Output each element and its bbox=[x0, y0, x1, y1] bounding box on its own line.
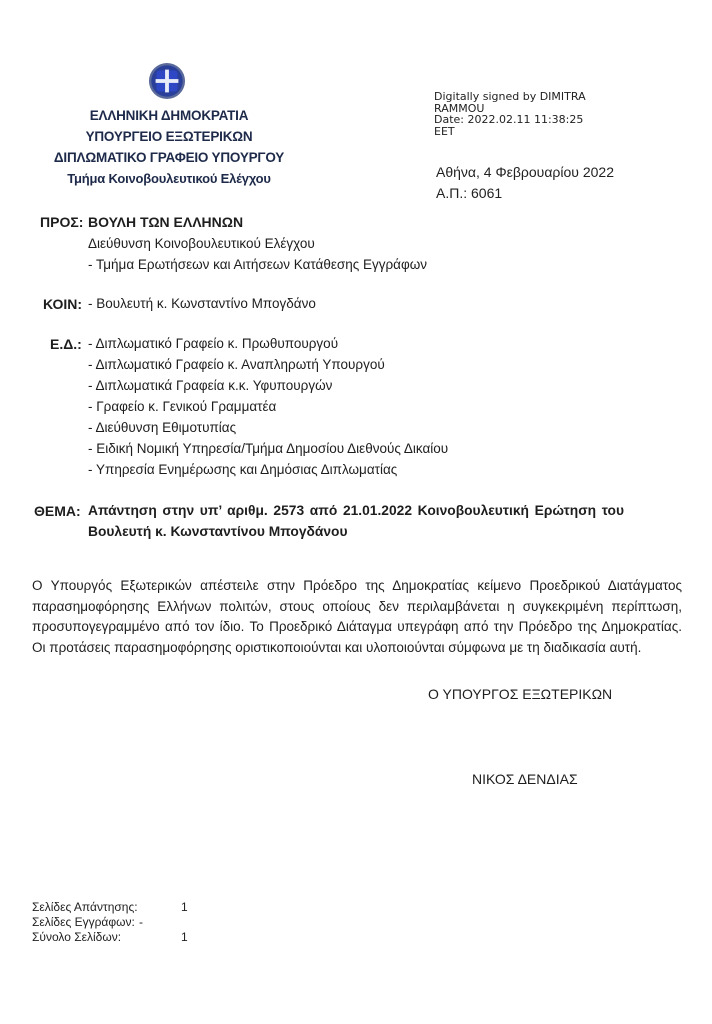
subject-label: ΘΕΜΑ: bbox=[34, 503, 81, 519]
protocol-number: Α.Π.: 6061 bbox=[436, 185, 503, 201]
to-recipient: ΒΟΥΛΗ ΤΩΝ ΕΛΛΗΝΩΝ bbox=[88, 214, 244, 230]
page-count-label: Σύνολο Σελίδων: bbox=[32, 930, 122, 944]
subject-line: Απάντηση στην υπ’ αριθμ. 2573 από 21.01.2022 Κοινοβουλευτική Ερώτηση του bbox=[88, 503, 624, 518]
internal-line: - Υπηρεσία Ενημέρωσης και Δημόσιας Διπλωματίας bbox=[88, 462, 398, 477]
internal-line: - Διπλωματικό Γραφείο κ. Αναπληρωτή Υπουργού bbox=[88, 357, 385, 372]
to-line: Διεύθυνση Κοινοβουλευτικού Ελέγχου bbox=[88, 236, 315, 251]
page-count-label: Σελίδες Εγγράφων: bbox=[32, 915, 135, 929]
letterhead-office: ΔΙΠΛΩΜΑΤΙΚΟ ΓΡΑΦΕΙΟ ΥΠΟΥΡΓΟΥ bbox=[53, 150, 285, 165]
body-line: παρασημοφόρησης Ελλήνων πολιτών, στους οποίους δεν περιλαμβάνεται η συγκεκριμένη περίπτωση, bbox=[32, 598, 682, 614]
page-count-value: - bbox=[139, 915, 143, 929]
cc-label: ΚΟΙΝ: bbox=[43, 296, 83, 312]
body-line: Οι προτάσεις παρασημοφόρησης οριστικοποιούνται και υλοποιούνται σύμφωνα με τη διαδικασία αυτή. bbox=[32, 639, 642, 655]
place-date: Αθήνα, 4 Φεβρουαρίου 2022 bbox=[436, 164, 614, 180]
signature-line: Digitally signed by DIMITRA bbox=[434, 90, 586, 103]
to-line: - Τμήμα Ερωτήσεων και Αιτήσεων Κατάθεσης Εγγράφων bbox=[88, 257, 428, 272]
subject-line: Βουλευτή κ. Κωνσταντίνου Μπογδάνου bbox=[88, 524, 348, 539]
letterhead-department: Τμήμα Κοινοβουλευτικού Ελέγχου bbox=[67, 171, 271, 186]
page-count-value: 1 bbox=[181, 930, 188, 944]
letterhead-republic: ΕΛΛΗΝΙΚΗ ΔΗΜΟΚΡΑΤΙΑ bbox=[89, 108, 249, 123]
internal-line: - Διπλωματικά Γραφεία κ.κ. Υφυπουργών bbox=[88, 378, 333, 393]
body-paragraph bbox=[32, 576, 682, 658]
internal-line: - Ειδική Νομική Υπηρεσία/Τμήμα Δημοσίου Διεθνούς Δικαίου bbox=[88, 441, 449, 456]
digital-signature-stamp bbox=[434, 91, 586, 137]
internal-line: - Γραφείο κ. Γενικού Γραμματέα bbox=[88, 399, 277, 414]
body-line: προσυπογεγραμμένο από τον ίδιο. Το Προεδρικό Διάταγμα υπεγράφη από την Πρόεδρο της Δημοκρατίας. bbox=[32, 619, 682, 634]
signature-line: EET bbox=[434, 124, 455, 138]
signatory-name: ΝΙΚΟΣ ΔΕΝΔΙΑΣ bbox=[472, 771, 578, 787]
internal-line: - Διπλωματικό Γραφείο κ. Πρωθυπουργού bbox=[88, 336, 339, 351]
signature-line: RAMMOU bbox=[434, 101, 485, 115]
signature-line: Date: 2022.02.11 11:38:25 bbox=[434, 113, 584, 126]
cc-line: - Βουλευτή κ. Κωνσταντίνο Μπογδάνο bbox=[88, 296, 316, 311]
greek-coat-of-arms-icon bbox=[148, 62, 186, 100]
internal-label: Ε.Δ.: bbox=[50, 336, 82, 352]
letterhead-ministry: ΥΠΟΥΡΓΕΙΟ ΕΞΩΤΕΡΙΚΩΝ bbox=[85, 129, 253, 144]
body-line: Ο Υπουργός Εξωτερικών απέστειλε στην Πρόεδρο της Δημοκρατίας κείμενο Προεδρικού Διατάγματος bbox=[32, 578, 682, 593]
signatory-title: Ο ΥΠΟΥΡΓΟΣ ΕΞΩΤΕΡΙΚΩΝ bbox=[428, 686, 613, 702]
page-count-label: Σελίδες Απάντησης: bbox=[32, 900, 138, 914]
page-count-value: 1 bbox=[181, 900, 188, 914]
to-label: ΠΡΟΣ: bbox=[40, 214, 84, 230]
internal-line: - Διεύθυνση Εθιμοτυπίας bbox=[88, 420, 237, 435]
